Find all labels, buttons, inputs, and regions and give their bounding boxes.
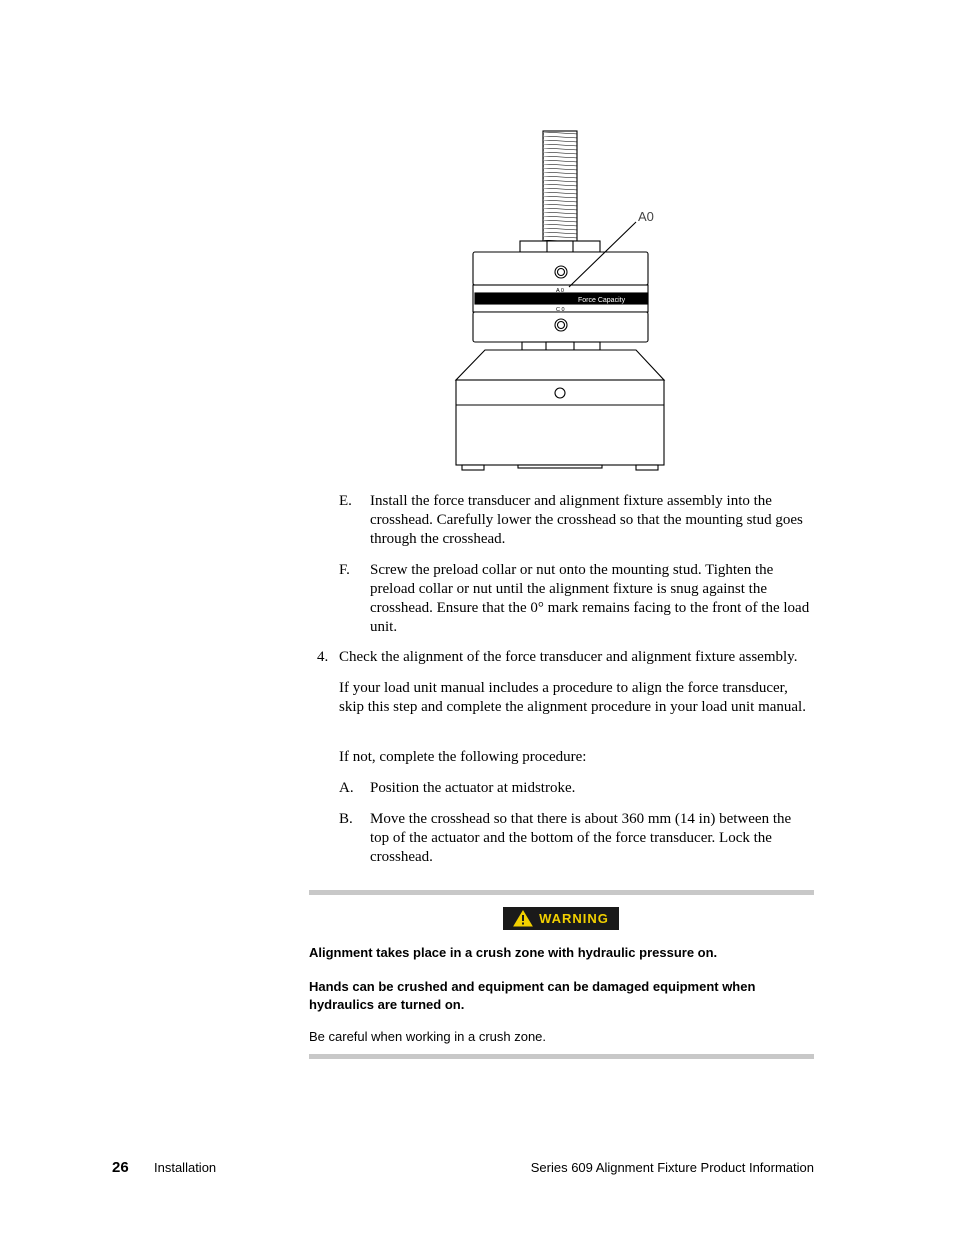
step-f-label: F. [339,562,350,578]
page-number: 26 [112,1159,129,1176]
footer-section: Installation [154,1160,217,1175]
step-f-text: Screw the preload collar or nut onto the mounting stud. Tighten the preload collar or nut until the alignment fixture is snug against the crosshead. Ensure that the 0° mark remains facing to the front of the load unit. [370,562,810,635]
step-b-label: B. [339,811,353,827]
warning-badge [503,907,619,930]
step-a-text: Position the actuator at midstroke. [370,780,576,796]
top-ring-hole [555,266,567,278]
warning-top-rule [309,890,814,895]
step-e-label: E. [339,493,352,509]
step-4-para-1: If your load unit manual includes a procedure to align the force transducer, skip this step and complete the alignment procedure in your load unit manual. [339,680,806,715]
warning-badge-text: WARNING [539,911,609,926]
warning-line-1: Alignment takes place in a crush zone with hydraulic pressure on. [309,945,718,960]
step-4-label: 4. [317,649,329,665]
warning-line-2: Hands can be crushed and equipment can be damaged equipment when hydraulics are turned on. [309,979,756,1012]
step-b-text: Move the crosshead so that there is about 360 mm (14 in) between the top of the actuator and the bottom of the force transducer. Lock the crosshead. [370,811,792,865]
step-a-label: A. [339,780,354,796]
warning-line-3: Be careful when working in a crush zone. [309,1029,547,1044]
ring-label-a0: A 0 [556,288,564,294]
callout-label: A0 [638,209,654,224]
warning-triangle-icon [513,910,533,927]
mounting-stud [543,131,577,241]
base-hole [555,388,565,398]
fixture-base-top [456,350,664,380]
ring-label-c0: C 0 [556,307,565,313]
bottom-ring-hole [555,319,567,331]
step-4-text: Check the alignment of the force transducer and alignment fixture assembly. [339,649,798,665]
step-e-text: Install the force transducer and alignment fixture assembly into the crosshead. Carefully lower the crosshead so that the mounting stud goes through the crosshead. [370,493,803,547]
step-4-para-2: If not, complete the following procedure: [339,749,587,765]
footer-doc-title: Series 609 Alignment Fixture Product Information [530,1160,814,1175]
band-label: Force Capacity [578,297,626,304]
warning-bottom-rule [309,1054,814,1059]
fixture-assembly-figure [430,120,690,480]
